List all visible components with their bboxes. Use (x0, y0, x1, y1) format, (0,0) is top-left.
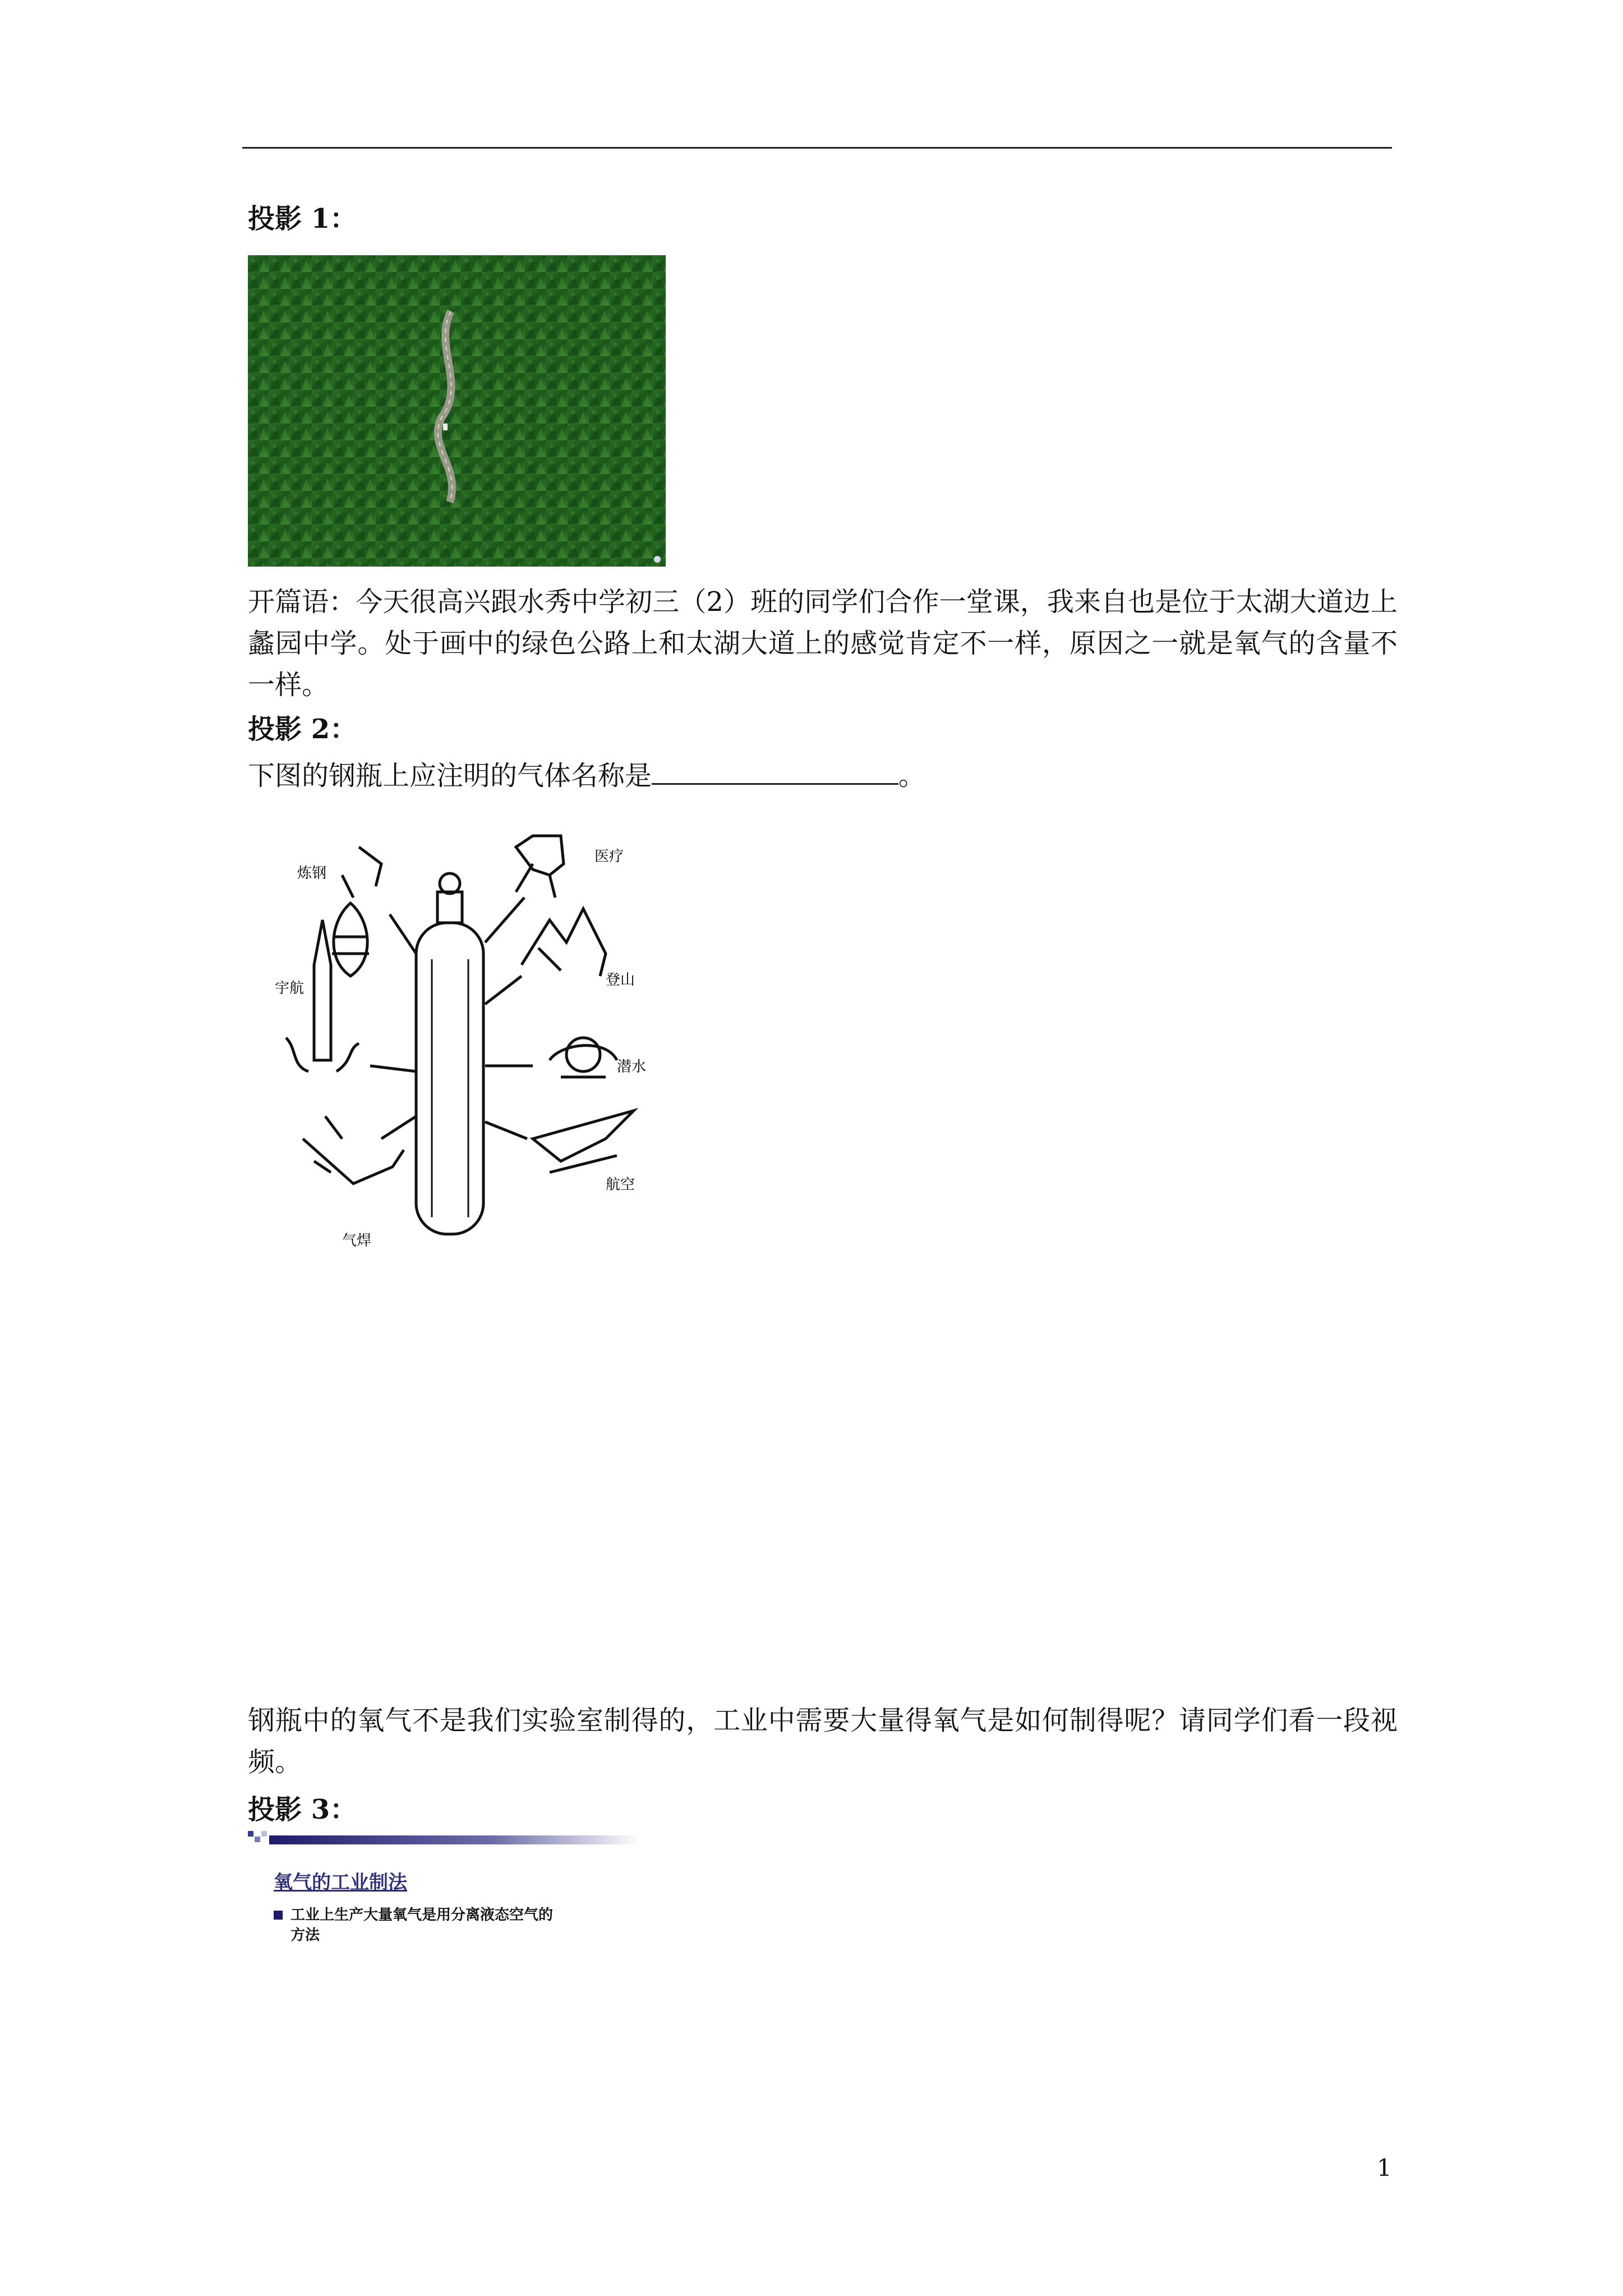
slide-header-bar (248, 1829, 640, 1849)
cylinder-body (416, 923, 483, 1234)
slide-3-bullet-line-1: 工业上生产大量氧气是用分离液态空气的 (291, 1907, 554, 1924)
oxygen-cylinder-figure (269, 825, 695, 1262)
slide-3-thumbnail (248, 1829, 640, 1963)
page-number: 1 (1377, 2154, 1392, 2182)
section-heading-3: 投影 3： (248, 1794, 357, 1825)
label-medical: 医疗 (594, 848, 624, 865)
question-line (248, 755, 1398, 797)
slide-3-title: 氧气的工业制法 (274, 1871, 407, 1894)
label-smelting: 炼钢 (297, 865, 327, 882)
label-welding: 气焊 (342, 1232, 372, 1249)
label-climbing: 登山 (606, 972, 635, 988)
label-aerospace: 宇航 (275, 980, 305, 997)
header-rule (242, 147, 1392, 149)
transition-paragraph: 钢瓶中的氧气不是我们实验室制得的，工业中需要大量得氧气是如何制得呢？请同学们看一段视频。 (248, 1705, 1398, 1778)
label-aviation: 航空 (606, 1176, 635, 1193)
slide-3-bullet-line-2: 方法 (291, 1927, 320, 1944)
slide-3-bullet-marker (274, 1911, 283, 1920)
label-diving: 潜水 (617, 1059, 647, 1075)
section-heading-2: 投影 2： (248, 714, 357, 745)
cylinder-drawing (269, 825, 695, 1262)
question-end: 。 (898, 760, 926, 792)
opening-paragraph: 开篇语：今天很高兴跟水秀中学初三（2）班的同学们合作一堂课，我来自也是位于太湖大道边上蠡园中学。处于画中的绿色公路上和太湖大道上的感觉肯定不一样，原因之一就是氧气的含量不一样。 (248, 586, 1398, 701)
answer-blank[interactable] (652, 757, 898, 785)
question-text: 下图的钢瓶上应注明的气体名称是 (248, 760, 652, 792)
section-heading-1: 投影 1： (248, 203, 357, 234)
forest-road-photo (248, 255, 666, 567)
cylinder-valve (437, 892, 462, 923)
